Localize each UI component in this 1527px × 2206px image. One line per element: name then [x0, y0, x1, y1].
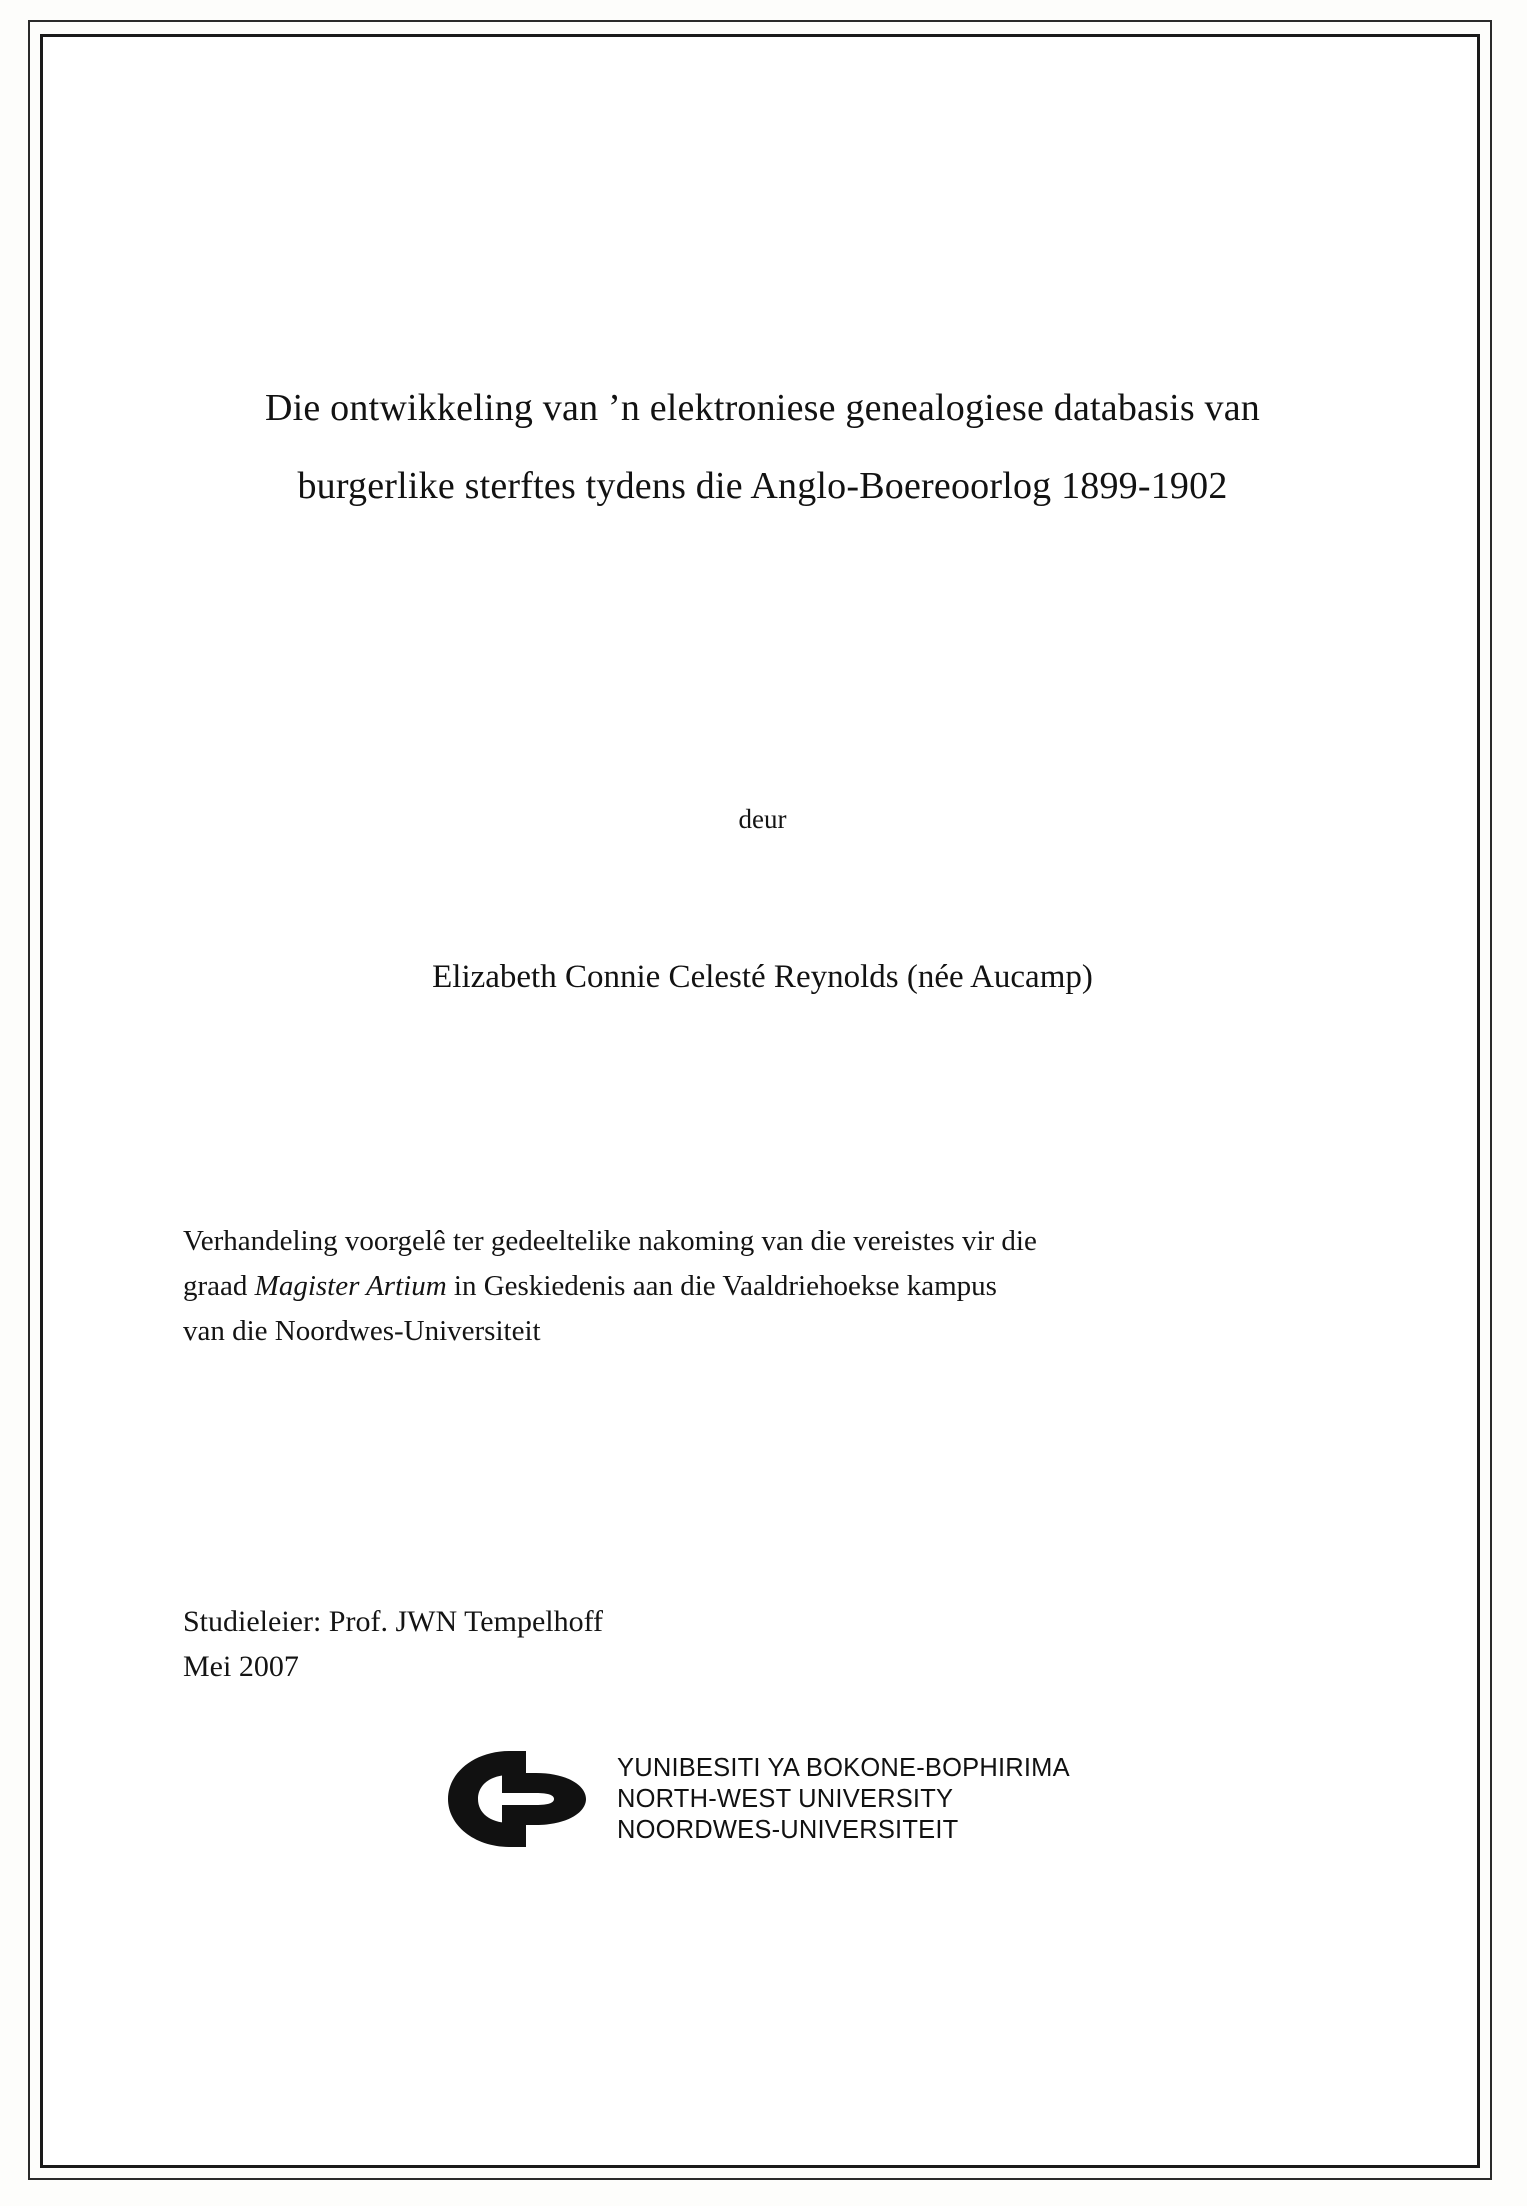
- title-line-1: Die ontwikkeling van ’n elektroniese genealogiese databasis van: [265, 387, 1260, 429]
- supervisor-line: Studieleier: Prof. JWN Tempelhoff: [183, 1605, 604, 1638]
- degree-statement-line-1: Verhandeling voorgelê ter gedeeltelike nakoming van die vereistes vir die: [183, 1225, 1037, 1257]
- university-logo-text: [617, 1753, 1070, 1846]
- north-west-university-logo-icon: [440, 1743, 605, 1855]
- title-line-2: burgerlike sterftes tydens die Anglo-Boereoorlog 1899-1902: [297, 465, 1228, 507]
- university-logo: [440, 1734, 1100, 1864]
- date-line: Mei 2007: [183, 1650, 299, 1683]
- logo-line-1: YUNIBESITI YA BOKONE-BOPHIRIMA: [617, 1753, 1070, 1782]
- byline-label: deur: [738, 804, 787, 834]
- degree-statement-line-2-suffix: in Geskiedenis aan die Vaaldriehoekse kampus: [446, 1270, 997, 1302]
- logo-line-2: NORTH-WEST UNIVERSITY: [617, 1784, 954, 1813]
- degree-name-italic: Magister Artium: [254, 1270, 447, 1302]
- degree-statement-line-3: van die Noordwes-Universiteit: [183, 1315, 541, 1347]
- degree-statement-line-2-prefix: graad: [183, 1270, 255, 1302]
- page-content: [40, 34, 1480, 2168]
- page-title: [180, 369, 1345, 525]
- author-name: Elizabeth Connie Celesté Reynolds (née Aucamp): [432, 959, 1093, 995]
- logo-line-3: NOORDWES-UNIVERSITEIT: [617, 1815, 959, 1844]
- supervisor-block: [183, 1599, 1083, 1689]
- degree-statement: [183, 1219, 1303, 1354]
- degree-statement-line-2: [183, 1264, 1303, 1309]
